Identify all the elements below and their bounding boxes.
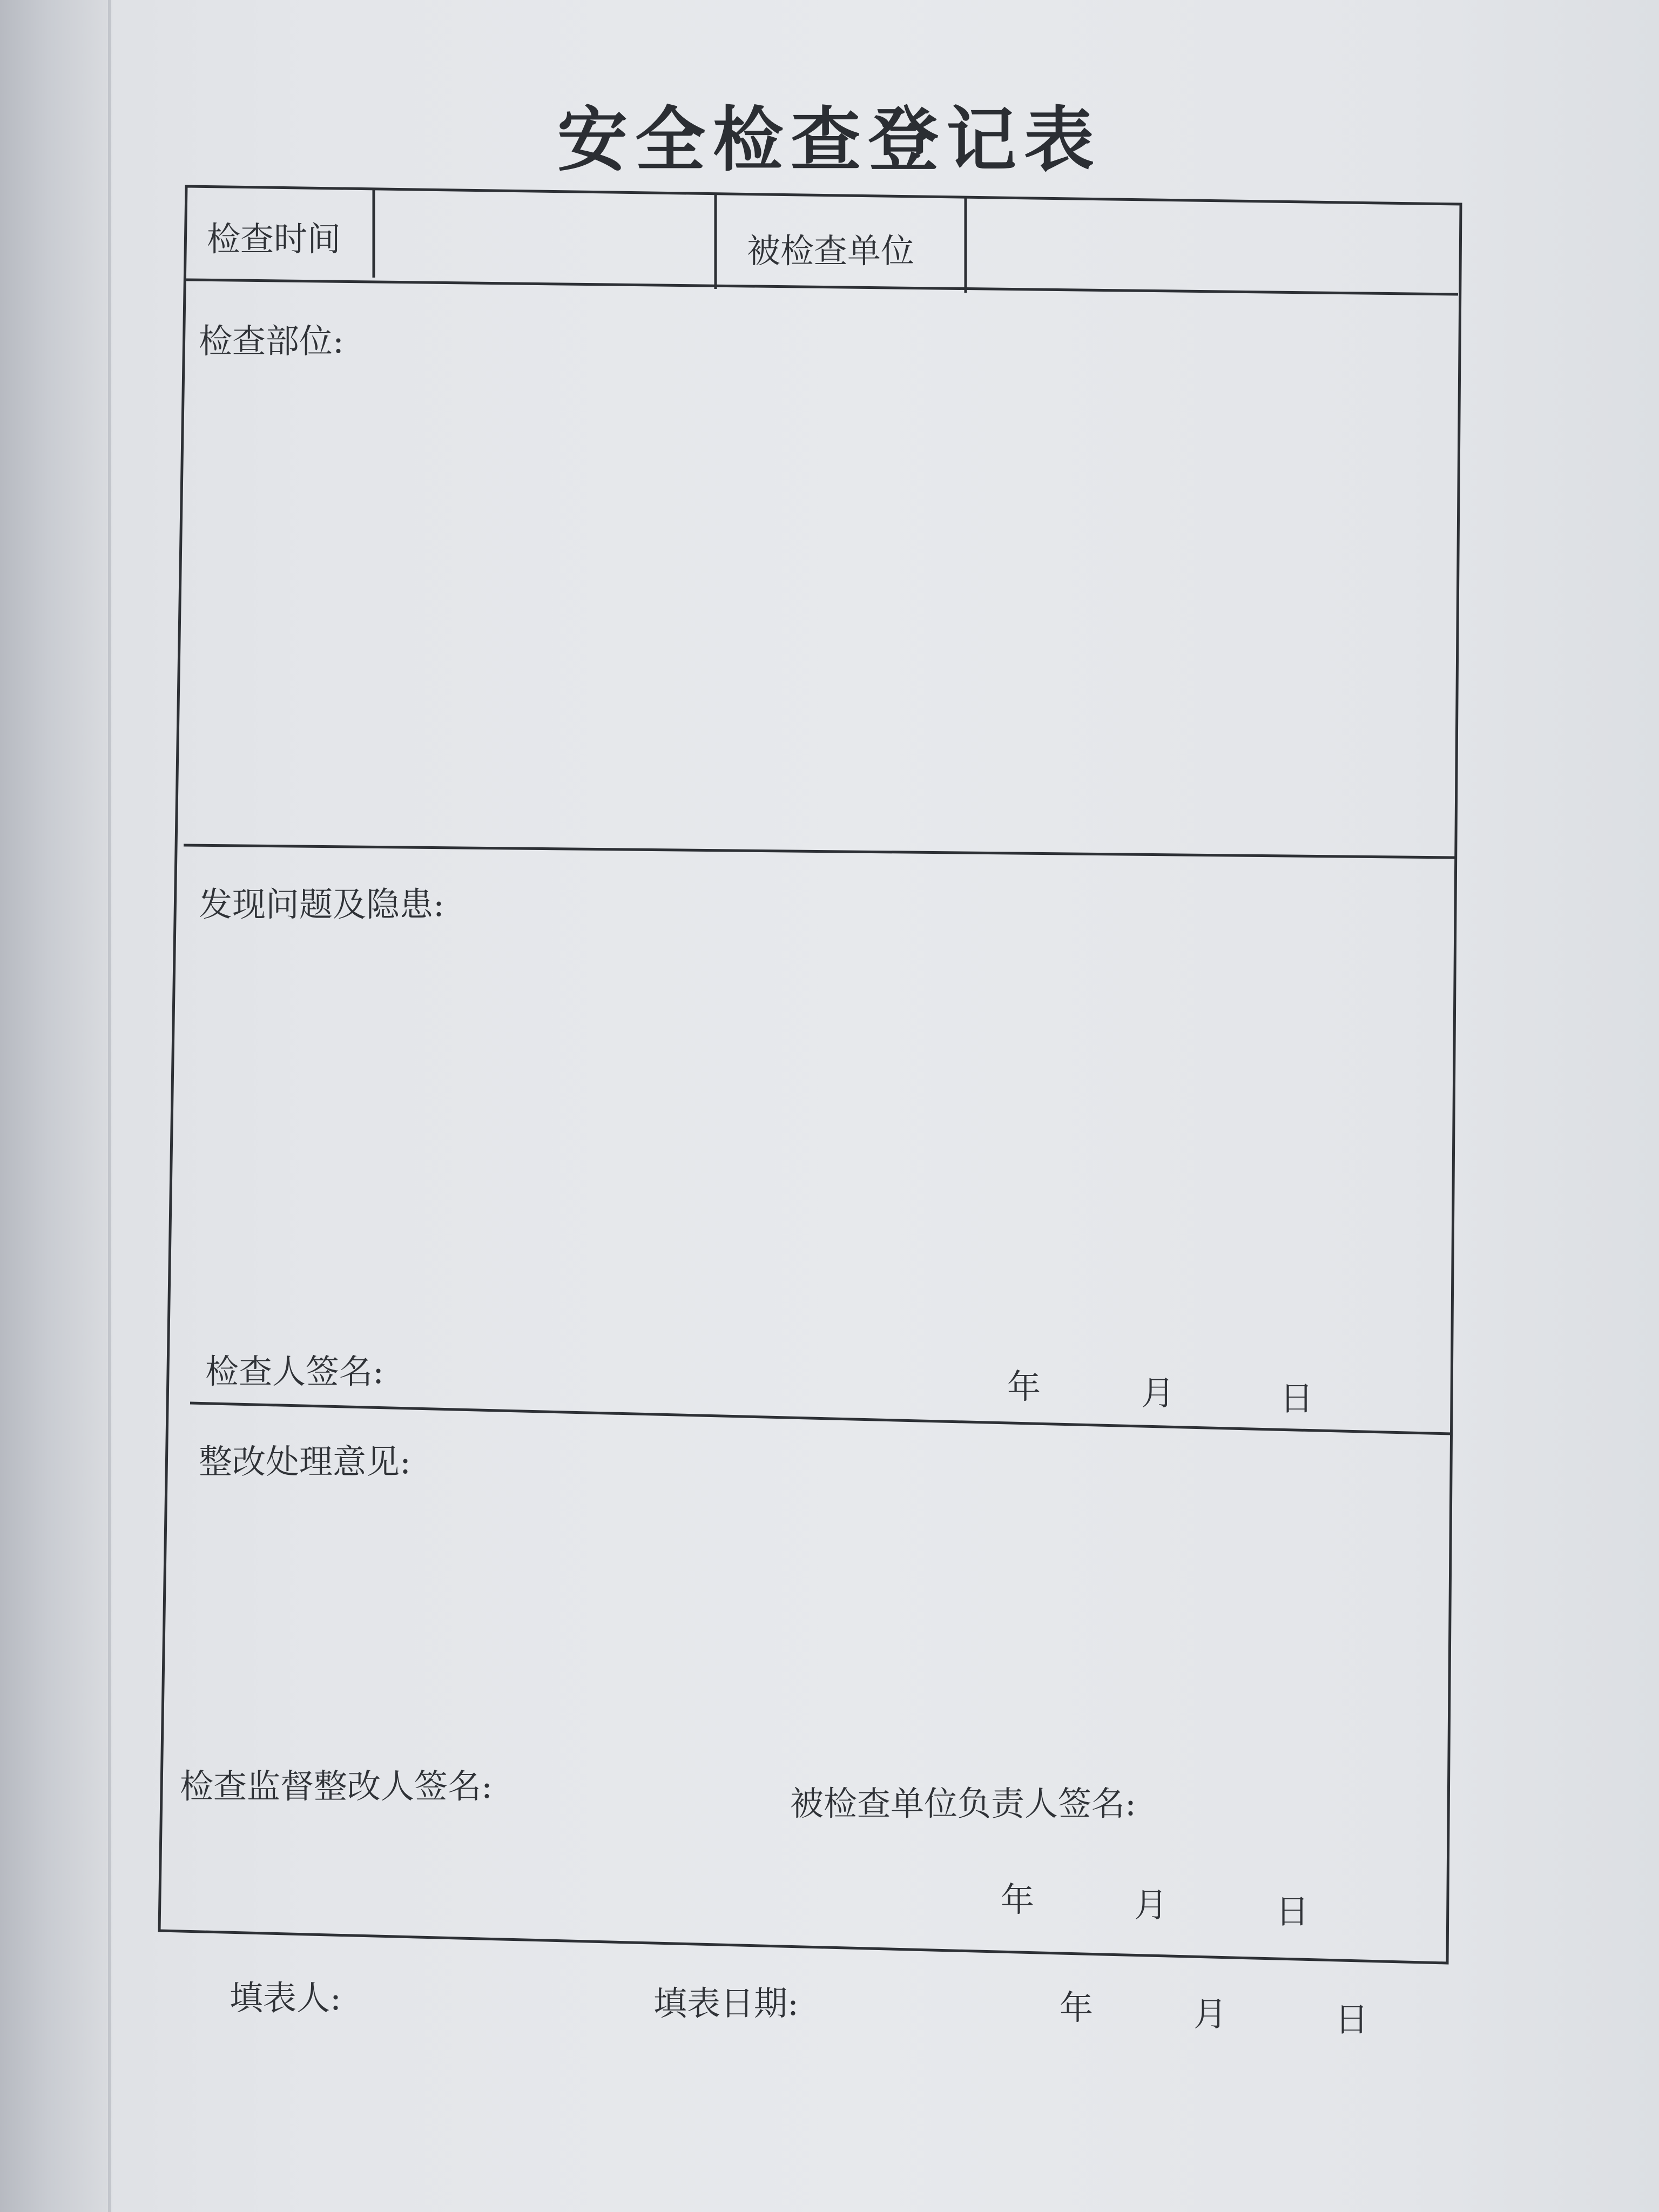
issues-found-field[interactable] [194,929,1442,1328]
fill-date-day: 日 [1335,2000,1369,2039]
filled-by-label: 填表人: [230,1978,341,2018]
inspection-time-label: 检查时间 [207,219,341,259]
inspection-time-field[interactable] [378,194,710,275]
rectification-label: 整改处理意见: [199,1442,411,1481]
inspection-area-label: 检查部位: [199,321,344,361]
inspector-signature-label: 检查人签名: [205,1352,384,1391]
rectification-date-month: 月 [1134,1885,1168,1925]
inspector-date-day: 日 [1280,1379,1314,1418]
rectification-field[interactable] [189,1491,1442,1739]
inspector-date-month: 月 [1141,1373,1175,1413]
fill-date-year: 年 [1060,1988,1094,2027]
unit-head-signature-label: 被检查单位负责人签名: [790,1784,1136,1823]
supervisor-signature-label: 检查监督整改人签名: [180,1766,493,1806]
fill-date-label: 填表日期: [653,1984,799,2023]
binding-shadow [0,0,113,2212]
rectification-date-year: 年 [1001,1880,1035,1919]
inspected-unit-label: 被检查单位 [747,231,915,271]
rectification-date-day: 日 [1276,1892,1310,1931]
inspection-area-field[interactable] [194,367,1447,837]
binding-edge [108,0,111,2212]
issues-found-label: 发现问题及隐患: [199,885,444,924]
inspected-unit-field[interactable] [971,200,1454,289]
fill-date-month: 月 [1193,1994,1228,2034]
form-title: 安全检查登记表 [557,98,1102,181]
inspector-date-year: 年 [1007,1367,1041,1406]
